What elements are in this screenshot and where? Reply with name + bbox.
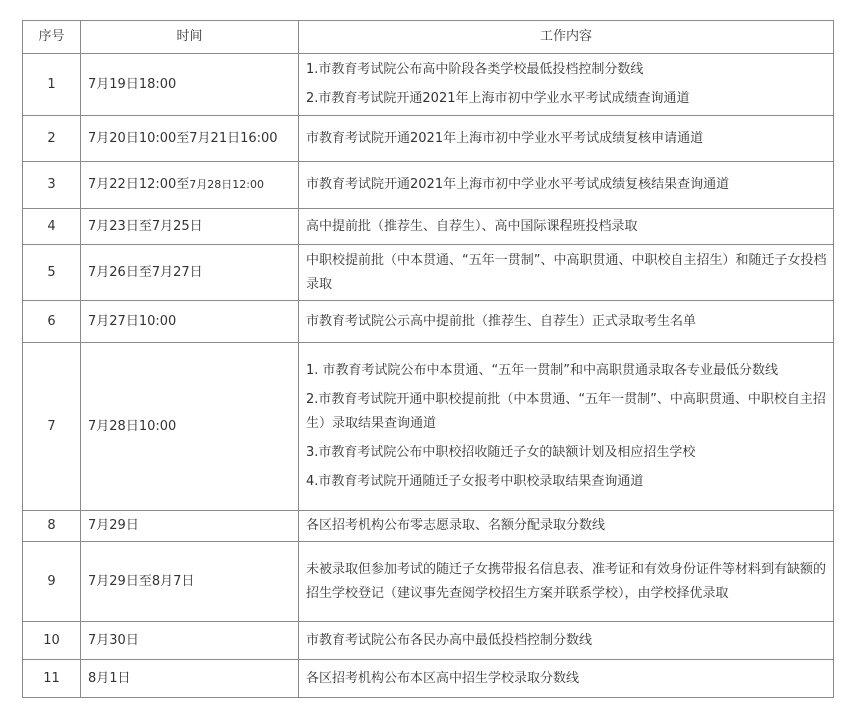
row-content [299,511,834,542]
header-index: 序号 [23,21,81,54]
row-content [299,343,834,511]
content-item: 市教育考试院公示高中提前批（推荐生、自荐生）正式录取考生名单 [306,313,697,329]
row-content [299,54,834,116]
row-time: 7月23日至7月25日 [81,209,299,245]
row-time-small: 7月28日12:00 [189,178,264,191]
row-content [299,660,834,698]
content-item: 未被录取但参加考试的随迁子女携带报名信息表、准考证和有效身份证件等材料到有缺额的招生学校登记（建议事先查阅学校招生方案并联系学校），由学校择优录取 [306,561,827,601]
table-row [23,245,834,301]
content-item: 2.市教育考试院开通中职校提前批（中本贯通、“五年一贯制”、中高职贯通、中职校自主招生）录取结果查询通道 [306,392,826,431]
row-time: 7月29日至8月7日 [81,542,299,622]
table-row [23,54,834,116]
content-item: 1. 市教育考试院公布中本贯通、“五年一贯制”和中高职贯通录取各专业最低分数线 [306,363,779,378]
row-index: 2 [23,116,81,162]
table-row [23,622,834,660]
row-time: 8月1日 [81,660,299,698]
content-item: 市教育考试院开通2021年上海市初中学业水平考试成绩复核申请通道 [306,130,704,146]
header-content: 工作内容 [299,21,834,54]
row-content [299,162,834,209]
row-index: 9 [23,542,81,622]
row-time: 7月26日至7月27日 [81,245,299,301]
content-item: 各区招考机构公布零志愿录取、名额分配录取分数线 [306,518,606,533]
row-time: 7月30日 [81,622,299,660]
row-index: 5 [23,245,81,301]
row-index: 11 [23,660,81,698]
content-item: 市教育考试院公布各民办高中最低投档控制分数线 [306,632,593,648]
content-item: 1.市教育考试院公布高中阶段各类学校最低投档控制分数线 [306,62,644,77]
row-content [299,116,834,162]
row-content [299,301,834,343]
content-item: 市教育考试院开通2021年上海市初中学业水平考试成绩复核结果查询通道 [306,177,730,192]
content-item: 4.市教育考试院开通随迁子女报考中职校录取结果查询通道 [306,474,644,489]
content-item: 各区招考机构公布本区高中招生学校录取分数线 [306,670,580,686]
row-index: 4 [23,209,81,245]
table-row [23,209,834,245]
schedule-table [22,20,834,698]
row-time [81,162,299,209]
row-time-main: 7月22日12:00至 [88,177,190,192]
row-time: 7月29日 [81,511,299,542]
row-content [299,209,834,245]
table-row [23,162,834,209]
row-index: 6 [23,301,81,343]
row-content [299,245,834,301]
row-time: 7月20日10:00至7月21日16:00 [81,116,299,162]
table-header-row [23,21,834,54]
row-index: 8 [23,511,81,542]
content-item: 高中提前批（推荐生、自荐生）、高中国际课程班投档录取 [306,218,638,234]
row-index: 1 [23,54,81,116]
row-time: 7月28日10:00 [81,343,299,511]
table-row [23,116,834,162]
row-content [299,542,834,622]
content-item: 3.市教育考试院公布中职校招收随迁子女的缺额计划及相应招生学校 [306,445,696,460]
row-index: 3 [23,162,81,209]
row-time: 7月27日10:00 [81,301,299,343]
row-time: 7月19日18:00 [81,54,299,116]
content-item: 2.市教育考试院开通2021年上海市初中学业水平考试成绩查询通道 [306,91,690,106]
row-index: 7 [23,343,81,511]
header-time: 时间 [81,21,299,54]
content-item: 中职校提前批（中本贯通、“五年一贯制”、中高职贯通、中职校自主招生）和随迁子女投档录取 [306,252,827,292]
table-row [23,542,834,622]
row-content [299,622,834,660]
table-row [23,660,834,698]
table-row [23,511,834,542]
table-row [23,301,834,343]
row-index: 10 [23,622,81,660]
table-row [23,343,834,511]
